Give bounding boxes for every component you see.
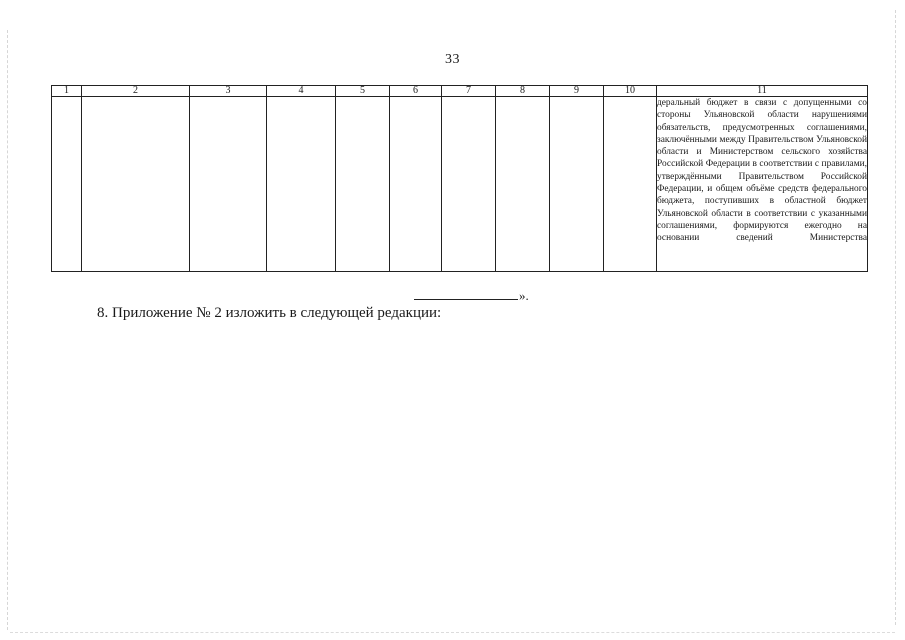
table-cell-col-8 bbox=[496, 97, 550, 272]
column-header-9: 9 bbox=[550, 86, 604, 97]
table-cell-col-10 bbox=[604, 97, 657, 272]
table-header-row bbox=[52, 86, 868, 97]
data-table bbox=[51, 85, 868, 272]
column-header-6: 6 bbox=[390, 86, 442, 97]
scan-bottom-edge bbox=[10, 632, 895, 633]
column-header-4: 4 bbox=[267, 86, 336, 97]
column-header-3: 3 bbox=[190, 86, 267, 97]
table-cell-col-4 bbox=[267, 97, 336, 272]
table-cell-col-3 bbox=[190, 97, 267, 272]
table-cell-col-1 bbox=[52, 97, 82, 272]
table-cell-col-11 bbox=[657, 97, 868, 272]
table-cell-col-9 bbox=[550, 97, 604, 272]
column-header-2: 2 bbox=[82, 86, 190, 97]
page-number: 33 bbox=[445, 52, 460, 67]
table-cell-col-2 bbox=[82, 97, 190, 272]
table-cell-col-5 bbox=[336, 97, 390, 272]
column-header-8: 8 bbox=[496, 86, 550, 97]
closing-underline bbox=[414, 287, 518, 300]
column-header-1: 1 bbox=[52, 86, 82, 97]
column-header-5: 5 bbox=[336, 86, 390, 97]
item-8-paragraph: 8. Приложение № 2 изложить в следующей редакции: bbox=[97, 305, 442, 321]
scan-left-edge bbox=[7, 30, 8, 630]
table-cell-col-7 bbox=[442, 97, 496, 272]
table-row bbox=[52, 97, 868, 272]
column-header-11: 11 bbox=[657, 86, 868, 97]
scan-right-edge bbox=[895, 10, 896, 625]
column-header-10: 10 bbox=[604, 86, 657, 97]
col-11-text: деральный бюджет в связи с допущенными со стороны Ульяновской области нарушениями обязательств, предусмотренных соглашениями, заключёнными между Правительством Ульяновской области и Министерством сельского хозяйства Российской Федерации в соответствии с правилами, утверждёнными Правительством Российской Федерации, и общем объёме средств федерального бюджета, поступивших в областной бюджет Ульяновской области в соответствии с указанными соглашениями, формируются ежегодно на основании сведений Министерства bbox=[657, 98, 867, 244]
closing-quote: ». bbox=[519, 288, 529, 303]
column-header-7: 7 bbox=[442, 86, 496, 97]
table-cell-col-6 bbox=[390, 97, 442, 272]
